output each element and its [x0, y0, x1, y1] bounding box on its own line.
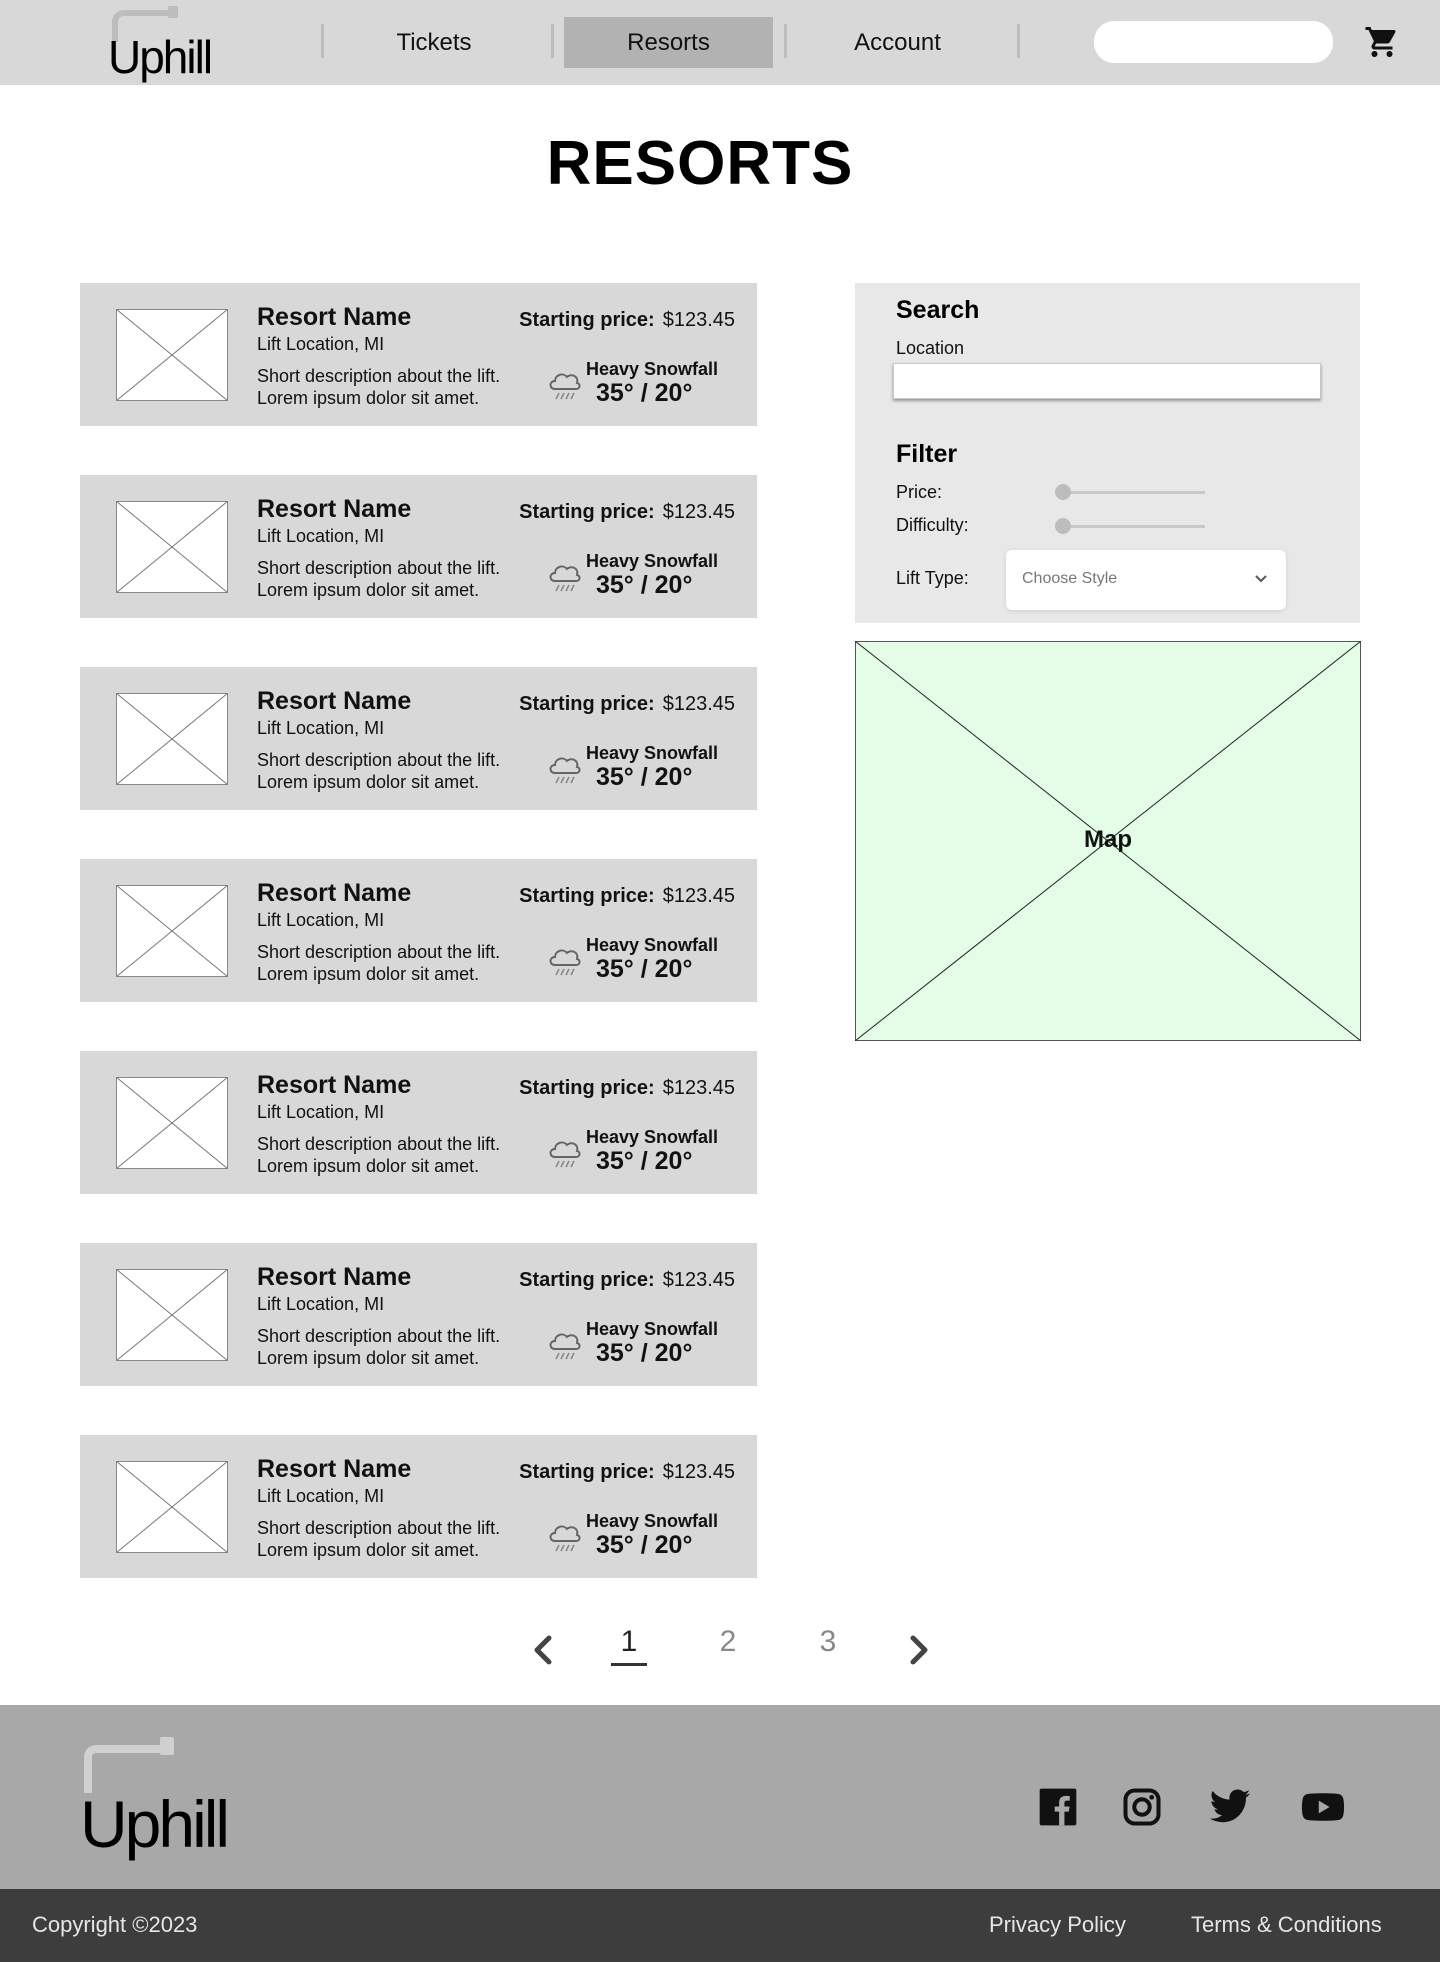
nav-divider [1017, 24, 1020, 58]
facebook-icon[interactable] [1036, 1785, 1080, 1829]
weather-condition: Heavy Snowfall [586, 359, 719, 379]
twitter-icon[interactable] [1206, 1785, 1254, 1829]
map-label: Map [1084, 826, 1132, 853]
resort-description [257, 1325, 500, 1369]
nav-tab-account[interactable]: Account [854, 29, 941, 56]
difficulty-filter-label: Difficulty: [896, 515, 969, 535]
price-value: $123.45 [662, 309, 735, 331]
nav-divider [784, 24, 787, 58]
page-button-2[interactable]: 2 [719, 1625, 737, 1658]
resort-description-line: Lorem ipsum dolor sit amet. [257, 388, 480, 408]
weather-condition: Heavy Snowfall [586, 1127, 719, 1147]
lift-type-selected-value: Choose Style [1022, 570, 1118, 587]
resort-price [519, 693, 735, 716]
instagram-icon[interactable] [1120, 1785, 1164, 1829]
price-label: Starting price: [519, 1077, 655, 1099]
logo-lift-hook-icon [84, 1745, 172, 1793]
resort-image-placeholder [116, 693, 228, 785]
resort-description-line: Lorem ipsum dolor sit amet. [257, 1348, 480, 1368]
resort-name[interactable]: Resort Name [257, 879, 412, 907]
resort-image-placeholder [116, 885, 228, 977]
resort-description [257, 1517, 500, 1561]
weather-temperature: 35° / 20° [596, 763, 693, 791]
resort-location: Lift Location, MI [257, 1486, 385, 1506]
resort-card[interactable] [80, 1051, 757, 1194]
header-search-input[interactable] [1094, 21, 1333, 63]
resort-image-placeholder [116, 1077, 228, 1169]
logo-text: Uphill [108, 31, 212, 83]
weather-condition: Heavy Snowfall [586, 1511, 719, 1531]
search-heading: Search [896, 296, 980, 324]
snow-cloud-icon [548, 1135, 582, 1171]
nav-tab-tickets[interactable]: Tickets [396, 29, 472, 56]
resort-name[interactable]: Resort Name [257, 1071, 412, 1099]
resort-location: Lift Location, MI [257, 910, 385, 930]
price-value: $123.45 [662, 501, 735, 523]
chevron-down-icon [1254, 574, 1268, 584]
location-search-input[interactable] [893, 363, 1321, 399]
resort-description [257, 557, 500, 601]
logo-lift-knob-icon [168, 6, 178, 18]
weather-temperature: 35° / 20° [596, 379, 693, 407]
resort-description-line: Short description about the lift. [257, 558, 501, 578]
search-filter-panel [855, 283, 1360, 623]
resort-location: Lift Location, MI [257, 334, 385, 354]
difficulty-slider[interactable] [1055, 518, 1205, 534]
lift-type-select[interactable] [1006, 550, 1286, 610]
resort-location: Lift Location, MI [257, 1294, 385, 1314]
resort-description-line: Lorem ipsum dolor sit amet. [257, 580, 480, 600]
snow-cloud-icon [548, 943, 582, 979]
terms-conditions-link[interactable]: Terms & Conditions [1191, 1912, 1382, 1937]
price-value: $123.45 [662, 693, 735, 715]
footer-logo[interactable] [80, 1737, 250, 1861]
page-button-1[interactable]: 1 [611, 1625, 647, 1666]
resort-description [257, 941, 500, 985]
privacy-policy-link[interactable]: Privacy Policy [989, 1912, 1126, 1937]
resort-description-line: Short description about the lift. [257, 750, 501, 770]
top-navigation-bar [0, 0, 1440, 85]
resort-card[interactable] [80, 859, 757, 1002]
snow-cloud-icon [548, 751, 582, 787]
weather-condition: Heavy Snowfall [586, 935, 719, 955]
youtube-icon[interactable] [1298, 1785, 1348, 1829]
resort-location: Lift Location, MI [257, 1102, 385, 1122]
resort-card[interactable] [80, 475, 757, 618]
nav-divider [321, 24, 324, 58]
snow-cloud-icon [548, 367, 582, 403]
logo-lift-knob-icon [160, 1737, 174, 1755]
snow-cloud-icon [548, 1519, 582, 1555]
price-label: Starting price: [519, 1461, 655, 1483]
weather-temperature: 35° / 20° [596, 1531, 693, 1559]
resort-description [257, 749, 500, 793]
price-label: Starting price: [519, 501, 655, 523]
weather-condition: Heavy Snowfall [586, 1319, 719, 1339]
chevron-right-icon[interactable] [904, 1633, 934, 1667]
price-slider-handle[interactable] [1055, 484, 1071, 500]
resort-description [257, 365, 500, 409]
resort-card[interactable] [80, 667, 757, 810]
resort-image-placeholder [116, 1461, 228, 1553]
difficulty-slider-handle[interactable] [1055, 518, 1071, 534]
resort-card[interactable] [80, 1243, 757, 1386]
resort-description-line: Lorem ipsum dolor sit amet. [257, 1156, 480, 1176]
resort-map[interactable] [855, 641, 1361, 1041]
resort-price [519, 501, 735, 524]
price-value: $123.45 [662, 1077, 735, 1099]
price-slider-track [1055, 491, 1205, 494]
page-title: RESORTS [546, 129, 854, 198]
resort-location: Lift Location, MI [257, 718, 385, 738]
price-value: $123.45 [662, 885, 735, 907]
resort-card[interactable] [80, 1435, 757, 1578]
price-slider[interactable] [1055, 484, 1205, 500]
weather-temperature: 35° / 20° [596, 1339, 693, 1367]
resort-image-placeholder [116, 501, 228, 593]
footer [0, 1705, 1440, 1889]
lift-type-label: Lift Type: [896, 568, 969, 588]
resort-description-line: Short description about the lift. [257, 1134, 501, 1154]
resort-image-placeholder [116, 309, 228, 401]
resort-description-line: Lorem ipsum dolor sit amet. [257, 964, 480, 984]
resort-location: Lift Location, MI [257, 526, 385, 546]
resort-name[interactable]: Resort Name [257, 303, 412, 331]
price-label: Starting price: [519, 309, 655, 331]
snow-cloud-icon [548, 1327, 582, 1363]
difficulty-slider-track [1055, 525, 1205, 528]
uphill-logo[interactable] [108, 6, 218, 83]
weather-condition: Heavy Snowfall [586, 551, 719, 571]
price-label: Starting price: [519, 1269, 655, 1291]
resort-description-line: Short description about the lift. [257, 942, 501, 962]
price-filter-label: Price: [896, 482, 943, 502]
copyright-text: Copyright ©2023 [32, 1912, 198, 1937]
snow-cloud-icon [548, 559, 582, 595]
resort-price [519, 1269, 735, 1292]
resort-name[interactable]: Resort Name [257, 1263, 412, 1291]
resort-price [519, 1077, 735, 1100]
price-label: Starting price: [519, 693, 655, 715]
resort-description-line: Short description about the lift. [257, 1326, 501, 1346]
resort-description [257, 1133, 500, 1177]
weather-temperature: 35° / 20° [596, 1147, 693, 1175]
resort-description-line: Lorem ipsum dolor sit amet. [257, 772, 480, 792]
nav-divider [551, 24, 554, 58]
resort-price [519, 1461, 735, 1484]
chevron-left-icon[interactable] [528, 1633, 558, 1667]
resort-price [519, 309, 735, 332]
resort-description-line: Short description about the lift. [257, 366, 501, 386]
footer-logo-text: Uphill [80, 1787, 228, 1861]
filter-heading: Filter [896, 440, 958, 468]
resort-card[interactable] [80, 283, 757, 426]
location-label: Location [896, 338, 965, 358]
resort-description-line: Short description about the lift. [257, 1518, 501, 1538]
weather-condition: Heavy Snowfall [586, 743, 719, 763]
nav-tab-resorts[interactable]: Resorts [564, 17, 773, 68]
shopping-cart-icon[interactable] [1364, 24, 1400, 60]
resort-price [519, 885, 735, 908]
resort-name[interactable]: Resort Name [257, 495, 412, 523]
resort-name[interactable]: Resort Name [257, 687, 412, 715]
price-value: $123.45 [662, 1461, 735, 1483]
resort-name[interactable]: Resort Name [257, 1455, 412, 1483]
price-label: Starting price: [519, 885, 655, 907]
weather-temperature: 35° / 20° [596, 571, 693, 599]
resort-image-placeholder [116, 1269, 228, 1361]
price-value: $123.45 [662, 1269, 735, 1291]
resort-description-line: Lorem ipsum dolor sit amet. [257, 1540, 480, 1560]
weather-temperature: 35° / 20° [596, 955, 693, 983]
footer-bottom-bar [0, 1889, 1440, 1962]
page-button-3[interactable]: 3 [819, 1625, 837, 1658]
